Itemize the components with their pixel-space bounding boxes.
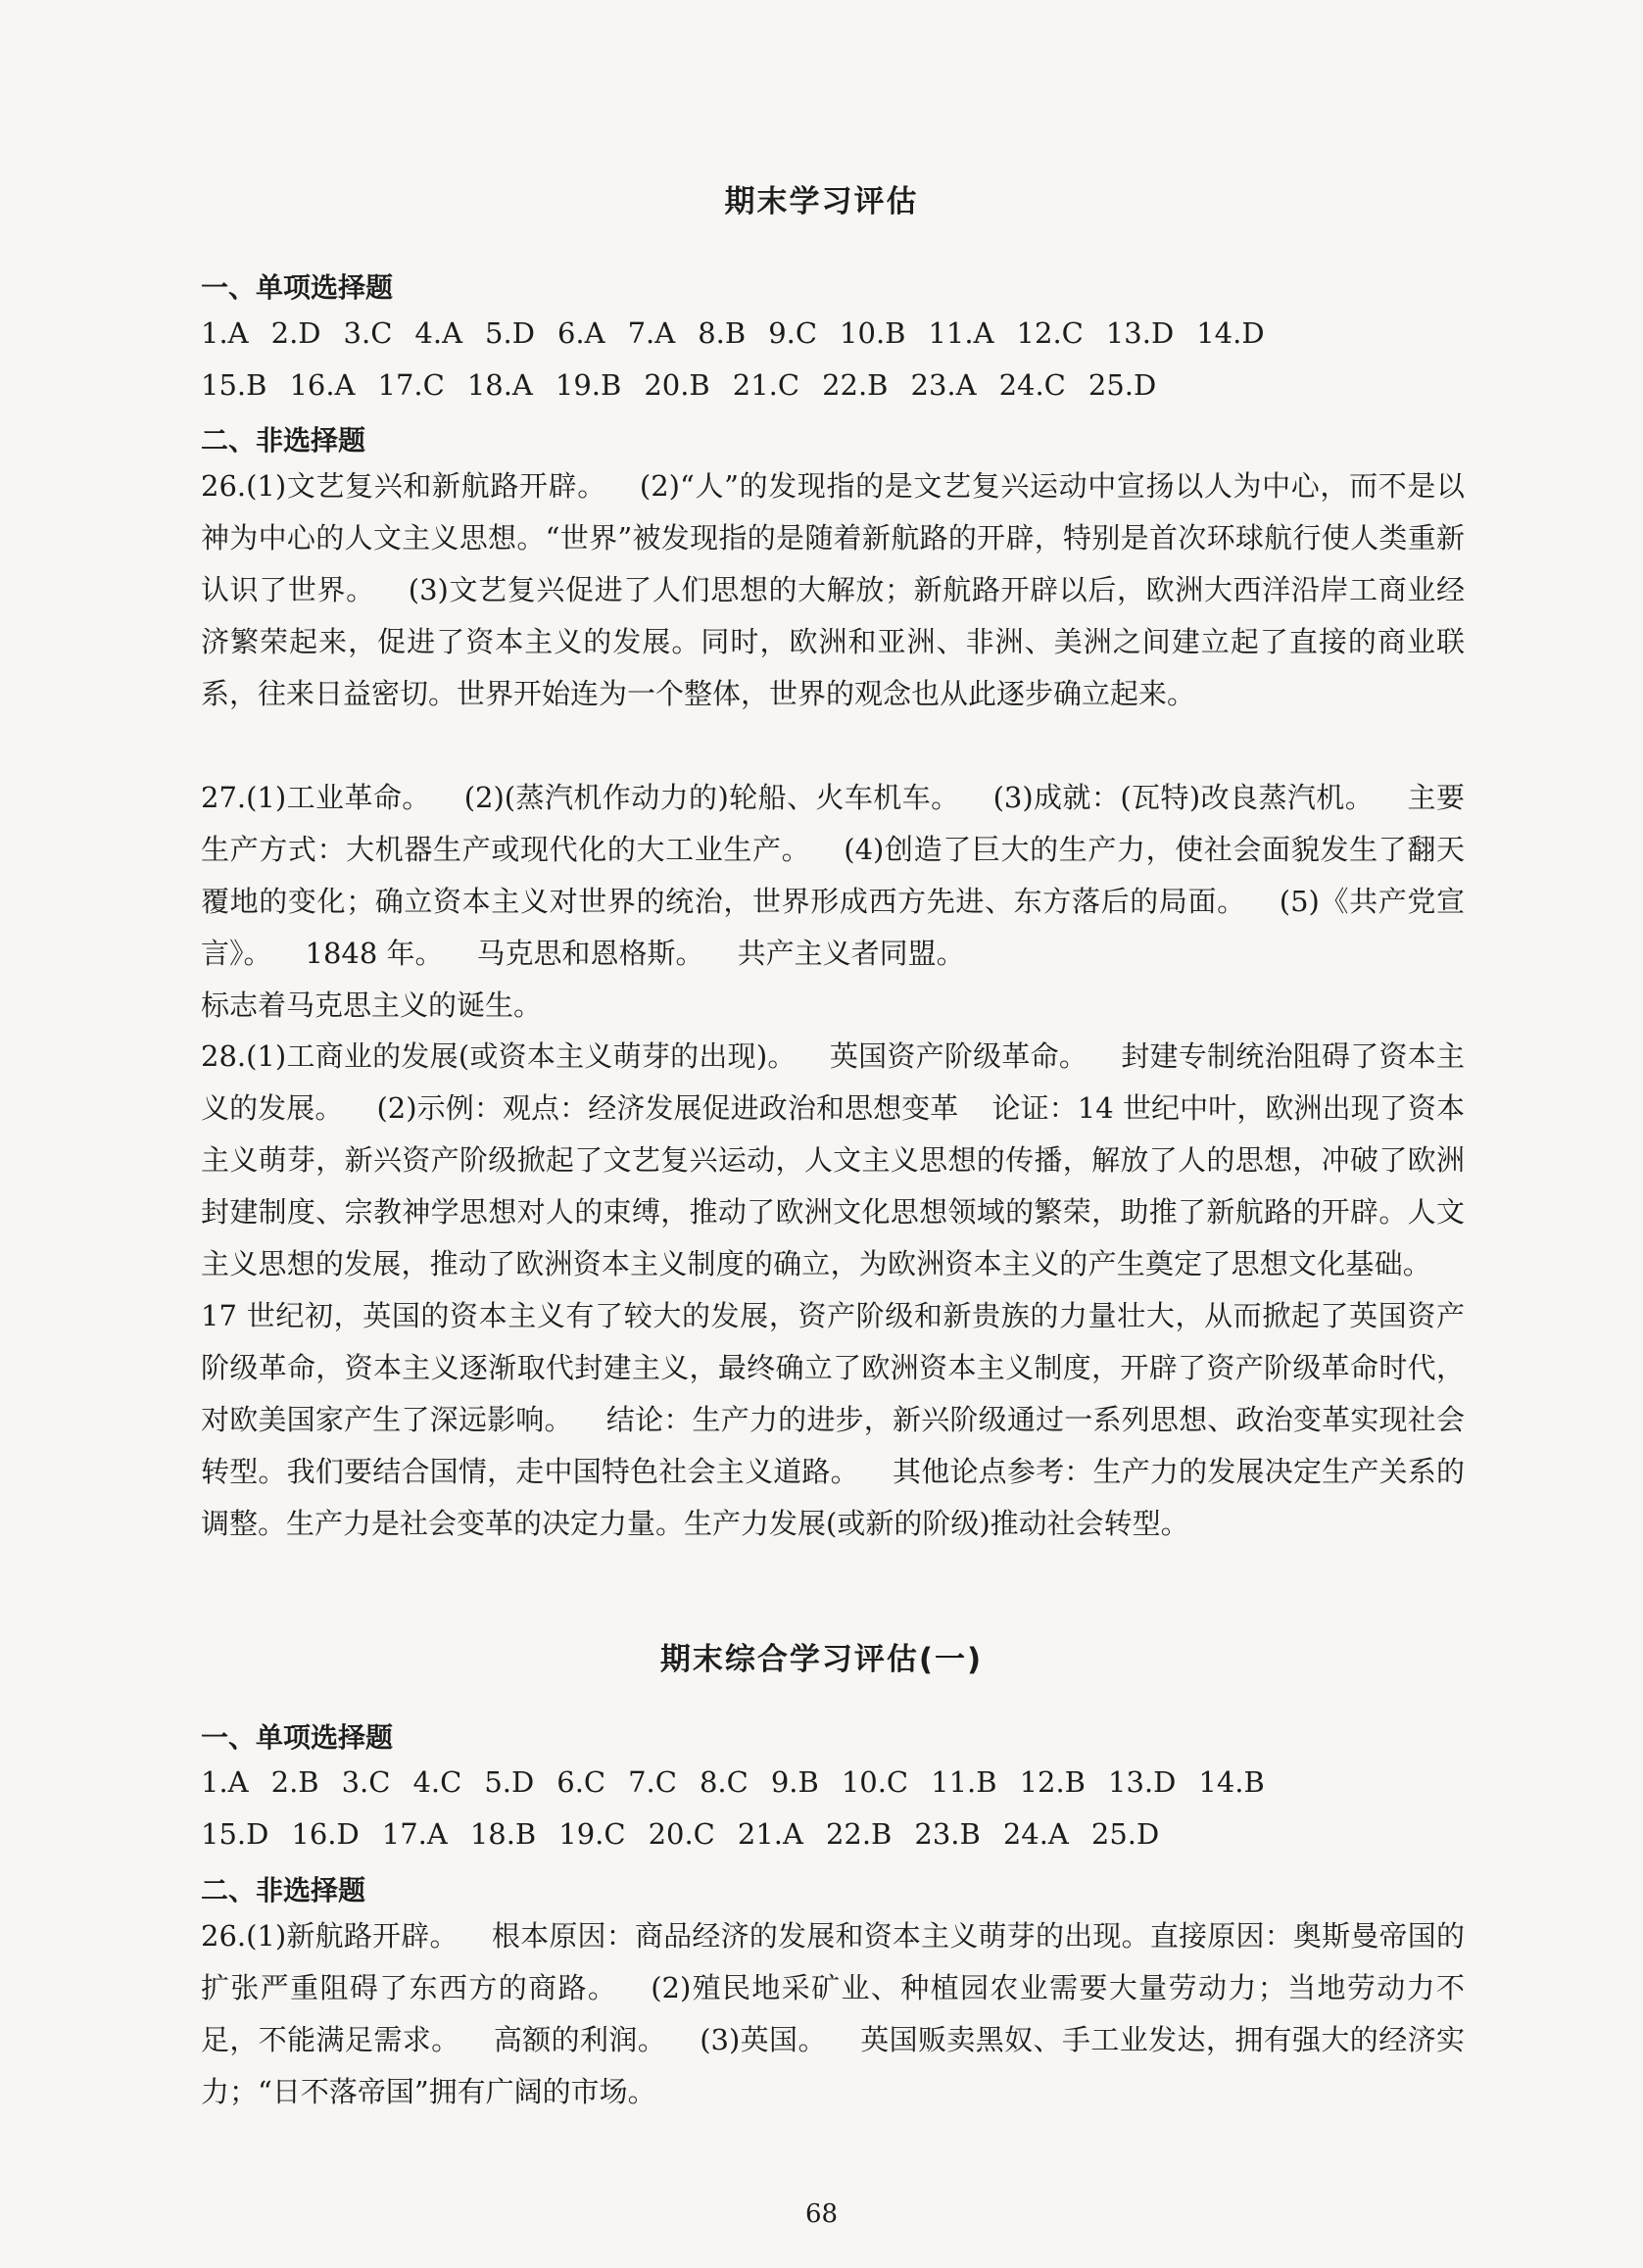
answer-part: 结论：生产力的进步，新兴阶级通过一系列思想、政治变革实现社会转型。我们要结合国情，走中国特色社会主义道路。	[201, 1403, 1465, 1488]
answer-item: 17.A	[381, 1817, 448, 1851]
answer-item: 7.A	[627, 316, 676, 350]
answer-item: 23.A	[910, 368, 977, 402]
answer-item: 14.D	[1196, 316, 1265, 350]
answer-part: (5)《共产党宣言》。	[201, 885, 1465, 970]
answer-item: 1.A	[201, 316, 249, 350]
answer-item: 21.A	[737, 1817, 803, 1851]
answer-item: 25.D	[1090, 1817, 1160, 1851]
answer-item: 5.D	[484, 1765, 535, 1799]
answer-part: 英国资产阶级革命。	[829, 1039, 1088, 1073]
page-number: 68	[804, 2199, 839, 2229]
answer-item: 18.A	[466, 368, 533, 402]
answer-item: 23.B	[914, 1817, 981, 1851]
answer-item: 8.C	[699, 1765, 749, 1799]
question-26-answer	[201, 1910, 1465, 2118]
answer-part: (4)创造了巨大的生产力，使社会面貌发生了翻天覆地的变化；确立资本主义对世界的统治，世界形成西方先进、东方落后的局面。	[201, 833, 1465, 918]
section-heading-mc: 一、单项选择题	[201, 271, 394, 304]
answer-part: (2)殖民地采矿业、种植园农业需要大量劳动力；当地劳动力不足，不能满足需求。	[201, 1971, 1465, 2056]
answer-item: 15.B	[201, 368, 267, 402]
answer-item: 19.C	[558, 1817, 626, 1851]
answer-part: (3)成就：(瓦特)改良蒸汽机。	[992, 781, 1375, 814]
answer-part: 马克思和恩格斯。	[476, 937, 704, 970]
answer-item: 21.C	[732, 368, 800, 402]
answer-part: 英国贩卖黑奴、手工业发达，拥有强大的经济实力；“日不落帝国”拥有广阔的市场。	[201, 2023, 1465, 2108]
answer-item: 9.C	[768, 316, 818, 350]
section-heading-nonmc: 二、非选择题	[201, 424, 366, 457]
answer-item: 4.C	[412, 1765, 462, 1799]
answer-item: 5.D	[485, 316, 535, 350]
answer-part: 其他论点参考：生产力的发展决定生产关系的调整。生产力是社会变革的决定力量。生产力发展(或新的阶级)推动社会转型。	[201, 1455, 1465, 1540]
answer-item: 25.D	[1087, 368, 1157, 402]
answer-item: 11.A	[928, 316, 994, 350]
answer-part: (2)(蒸汽机作动力的)轮船、火车机车。	[463, 781, 960, 814]
question-28-answer	[201, 1031, 1465, 1550]
answer-item: 9.B	[770, 1765, 819, 1799]
answer-item: 16.A	[289, 368, 356, 402]
answer-item: 13.D	[1105, 316, 1175, 350]
answer-part: 根本原因：商品经济的发展和资本主义萌芽的出现。直接原因：奥斯曼帝国的扩张严重阻碍了东西方的商路。	[201, 1919, 1465, 2004]
answer-row	[201, 1765, 1287, 1799]
answer-part: 1848 年。	[305, 937, 444, 970]
answer-part: (2)示例：观点：经济发展促进政治和思想变革	[376, 1091, 959, 1125]
answer-part: 26.(1)新航路开辟。	[201, 1919, 459, 1953]
answer-item: 6.A	[556, 316, 605, 350]
answer-item: 4.A	[414, 316, 463, 350]
answer-part: 17 世纪初，英国的资本主义有了较大的发展，资产阶级和新贵族的力量壮大，从而掀起了英国资产阶级革命，资本主义逐渐取代封建主义，最终确立了欧洲资本主义制度，开辟了资产阶级革命时代，对欧美国家产生了深远影响。	[201, 1299, 1465, 1436]
answer-part: 主要生产方式：大机器生产或现代化的大工业生产。	[201, 781, 1465, 866]
answer-item: 12.C	[1016, 316, 1084, 350]
answer-item: 10.B	[840, 316, 906, 350]
answer-item: 20.B	[644, 368, 710, 402]
answer-part: 28.(1)工商业的发展(或资本主义萌芽的出现)。	[201, 1039, 797, 1073]
answer-item: 19.B	[555, 368, 622, 402]
answer-item: 20.C	[648, 1817, 715, 1851]
section-heading-mc: 一、单项选择题	[201, 1721, 394, 1754]
answer-item: 18.B	[469, 1817, 537, 1851]
answer-part: (3)英国。	[700, 2023, 827, 2056]
answer-item: 1.A	[201, 1765, 249, 1799]
answer-row	[201, 316, 1287, 350]
section-title: 期末学习评估	[724, 184, 919, 219]
answer-item: 24.A	[1002, 1817, 1069, 1851]
answer-item: 11.B	[931, 1765, 997, 1799]
answer-item: 2.D	[270, 316, 321, 350]
answer-item: 6.C	[556, 1765, 606, 1799]
answer-part: 共产主义者同盟。	[737, 937, 965, 970]
answer-part: 论证：14 世纪中叶，欧洲出现了资本主义萌芽，新兴资产阶级掀起了文艺复兴运动，人文主义思想的传播，解放了人的思想，冲破了欧洲封建制度、宗教神学思想对人的束缚，推动了欧洲文化思想领域的繁荣，助推了新航路的开辟。人文主义思想的发展，推动了欧洲资本主义制度的确立，为欧洲资本主义的产生奠定了思想文化基础。	[201, 1091, 1465, 1280]
question-26-answer	[201, 460, 1465, 720]
answer-item: 14.B	[1198, 1765, 1265, 1799]
answer-part: 标志着马克思主义的诞生。	[201, 989, 543, 1022]
answer-row	[201, 368, 1179, 402]
answer-part: 27.(1)工业革命。	[201, 781, 431, 814]
answer-item: 13.D	[1108, 1765, 1177, 1799]
answer-item: 8.B	[698, 316, 747, 350]
answer-item: 17.C	[377, 368, 445, 402]
answer-item: 7.C	[628, 1765, 677, 1799]
answer-item: 10.C	[841, 1765, 909, 1799]
answer-item: 22.B	[825, 1817, 893, 1851]
answer-part: (3)文艺复兴促进了人们思想的大解放；新航路开辟以后，欧洲大西洋沿岸工商业经济繁荣起来，促进了资本主义的发展。同时，欧洲和亚洲、非洲、美洲之间建立起了直接的商业联系，往来日益密切。世界开始连为一个整体，世界的观念也从此逐步确立起来。	[201, 573, 1465, 710]
answer-part: (2)“人”的发现指的是文艺复兴运动中宣扬以人为中心，而不是以神为中心的人文主义思想。“世界”被发现指的是随着新航路的开辟，特别是首次环球航行使人类重新认识了世界。	[201, 469, 1466, 606]
answer-part: 26.(1)文艺复兴和新航路开辟。	[201, 469, 606, 503]
answer-item: 24.C	[998, 368, 1066, 402]
answer-item: 16.D	[291, 1817, 360, 1851]
answer-item: 22.B	[822, 368, 889, 402]
answer-item: 3.C	[343, 316, 393, 350]
answer-part: 高额的利润。	[493, 2023, 667, 2056]
question-27-answer	[201, 772, 1465, 1032]
answer-item: 2.B	[270, 1765, 319, 1799]
answer-part: 封建专制统治阻碍了资本主义的发展。	[201, 1039, 1465, 1125]
section-title: 期末综合学习评估(一)	[659, 1642, 984, 1677]
answer-item: 15.D	[201, 1817, 269, 1851]
answer-item: 3.C	[341, 1765, 391, 1799]
section-heading-nonmc: 二、非选择题	[201, 1874, 366, 1906]
answer-item: 12.B	[1019, 1765, 1086, 1799]
answer-row	[201, 1817, 1182, 1851]
